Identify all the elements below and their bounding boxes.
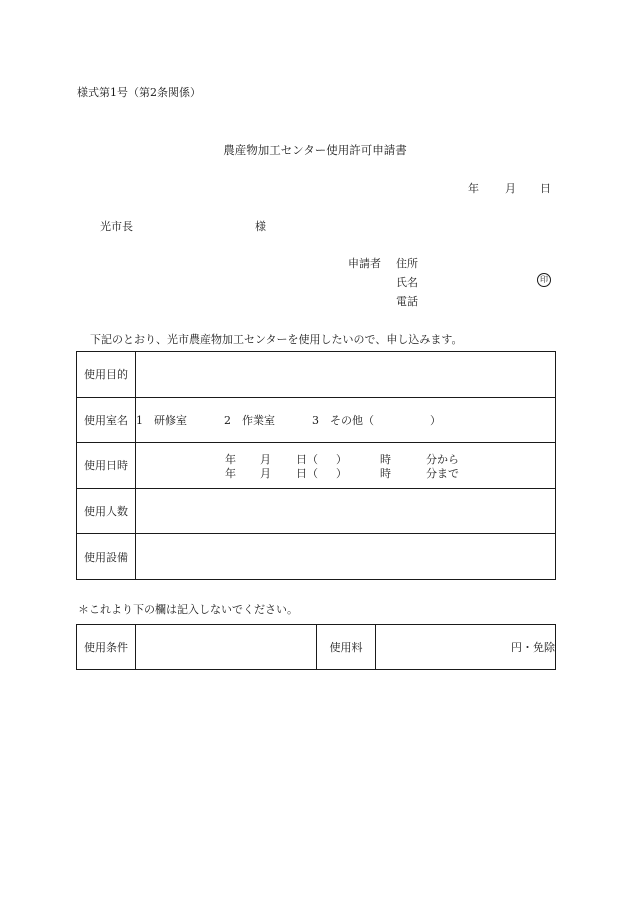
datetime-from-line	[136, 451, 555, 465]
purpose-field[interactable]	[136, 352, 556, 398]
office-use-table	[76, 624, 556, 670]
equipment-label: 使用設備	[77, 534, 136, 580]
datetime-to-line	[136, 465, 555, 479]
application-table	[76, 351, 556, 580]
addressee-name: 光市長	[100, 220, 133, 233]
room-option-other-close: ）	[430, 413, 441, 427]
conditions-field	[136, 625, 317, 670]
people-label: 使用人数	[77, 488, 136, 534]
from-day-close: ）	[336, 453, 347, 467]
addressee-suffix: 様	[255, 220, 266, 233]
equipment-row	[77, 534, 556, 580]
office-use-note: ＊これより下の欄は記入しないでください。	[78, 603, 298, 616]
room-option-work[interactable]: 2 作業室	[224, 413, 275, 427]
conditions-label: 使用条件	[77, 625, 136, 670]
purpose-label: 使用目的	[77, 352, 136, 398]
to-year: 年	[225, 467, 236, 481]
room-label: 使用室名	[77, 397, 136, 443]
equipment-field[interactable]	[136, 534, 556, 580]
intro-text: 下記のとおり、光市農産物加工センターを使用したいので、申し込みます。	[90, 333, 463, 346]
applicant-phone-label: 電話	[396, 295, 418, 308]
from-month: 月	[260, 453, 271, 467]
room-options	[136, 397, 556, 443]
applicant-address-label: 住所	[396, 257, 418, 270]
from-hour: 時	[380, 453, 391, 467]
date-day-label: 日	[540, 182, 551, 195]
fee-label: 使用料	[317, 625, 376, 670]
to-day: 日（	[296, 467, 318, 481]
applicant-name-label: 氏名	[396, 276, 418, 289]
from-minute: 分から	[426, 453, 459, 467]
applicant-label: 申請者	[348, 257, 381, 270]
fee-value: 円・免除	[376, 625, 556, 670]
datetime-row	[77, 443, 556, 489]
purpose-row	[77, 352, 556, 398]
room-option-training[interactable]: 1 研修室	[136, 413, 187, 427]
date-year-label: 年	[468, 182, 479, 195]
from-year: 年	[225, 453, 236, 467]
from-day: 日（	[296, 453, 318, 467]
office-row	[77, 625, 556, 670]
room-option-other[interactable]: 3 その他（	[312, 413, 374, 427]
to-minute: 分まで	[426, 467, 459, 481]
people-row	[77, 488, 556, 534]
document-title: 農産物加工センター使用許可申請書	[223, 143, 407, 157]
seal-mark: 印	[537, 273, 551, 287]
people-field[interactable]	[136, 488, 556, 534]
to-hour: 時	[380, 467, 391, 481]
datetime-label: 使用日時	[77, 443, 136, 489]
form-number: 様式第1号（第2条関係）	[77, 86, 201, 99]
datetime-field[interactable]	[136, 443, 556, 489]
date-month-label: 月	[505, 182, 516, 195]
room-row	[77, 397, 556, 443]
to-day-close: ）	[336, 467, 347, 481]
to-month: 月	[260, 467, 271, 481]
